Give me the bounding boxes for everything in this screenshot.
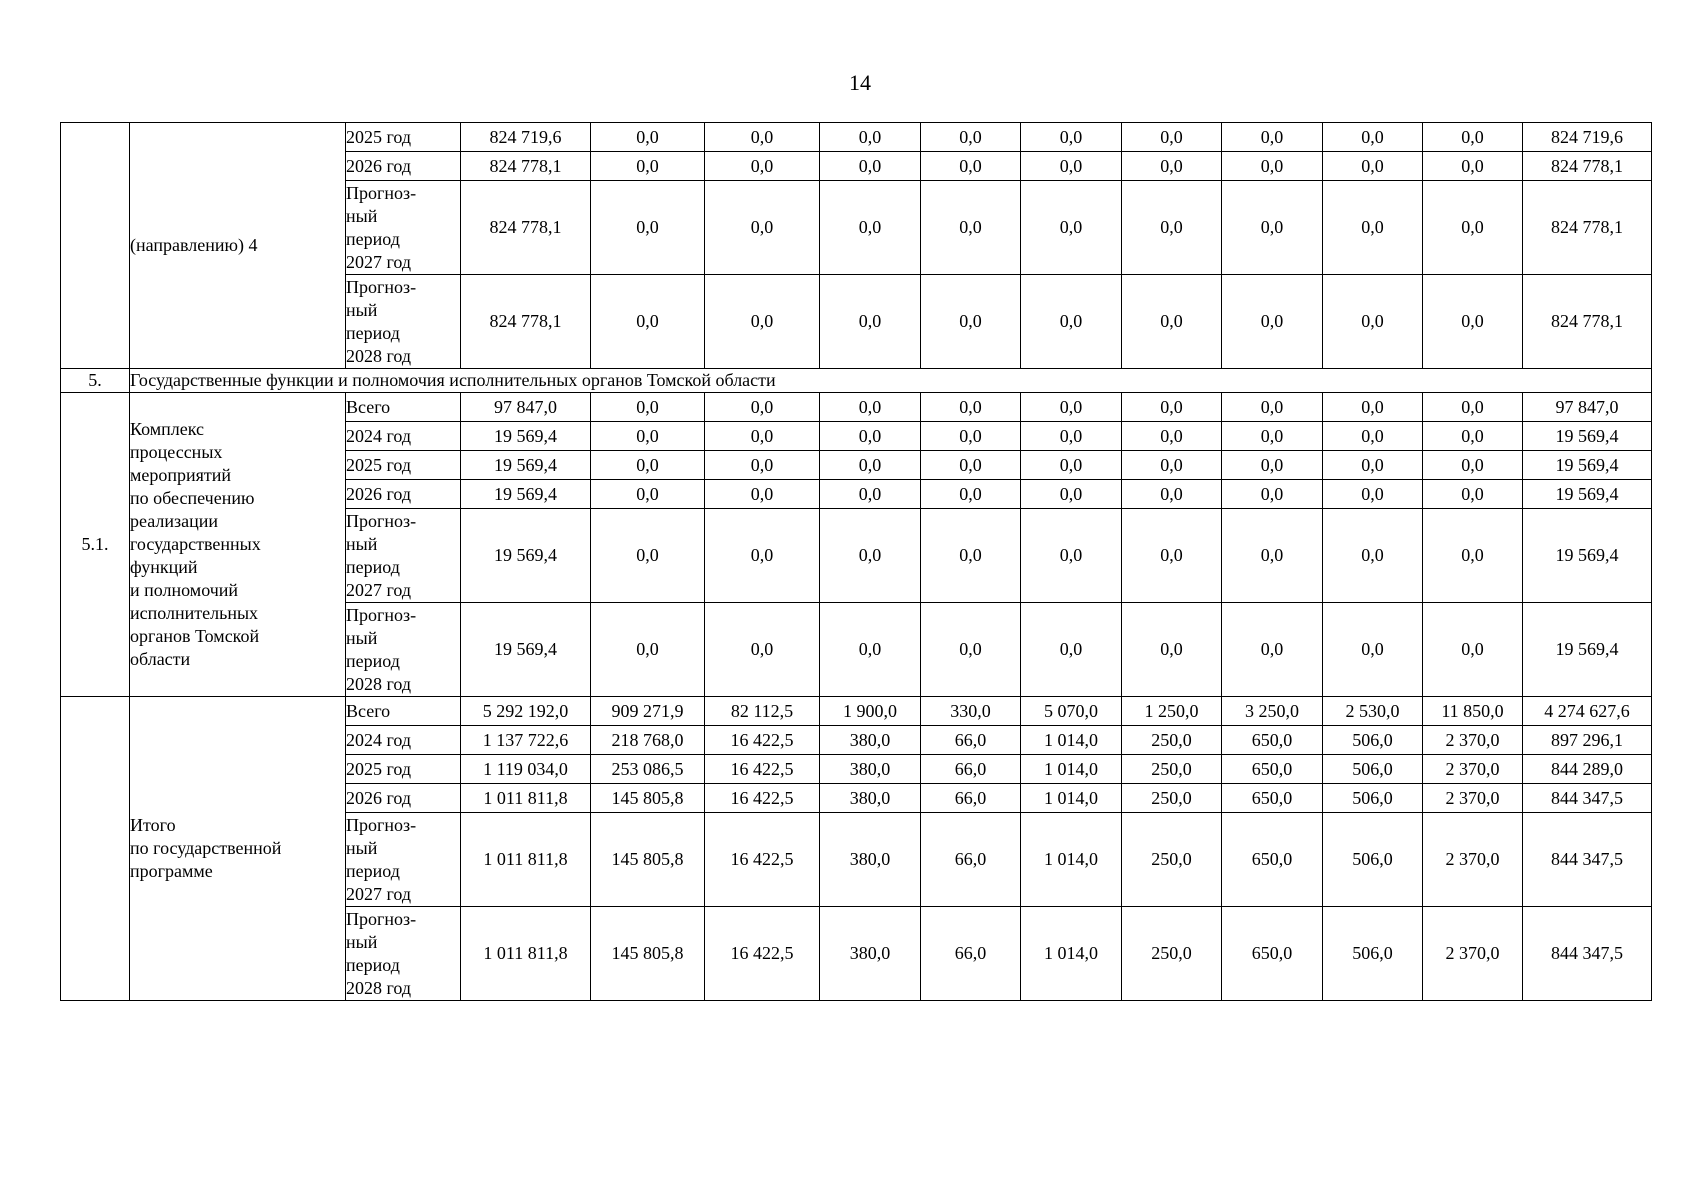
item-name-line: области xyxy=(130,649,191,669)
period-cell xyxy=(346,181,461,275)
value-cell: 82 112,5 xyxy=(705,697,820,726)
value-cell: 897 296,1 xyxy=(1523,726,1652,755)
value-cell: 145 805,8 xyxy=(591,907,705,1001)
value-cell: 0,0 xyxy=(1222,123,1323,152)
value-cell: 650,0 xyxy=(1222,813,1323,907)
value-cell: 19 569,4 xyxy=(1523,422,1652,451)
row-number-cell xyxy=(61,123,130,369)
value-cell: 253 086,5 xyxy=(591,755,705,784)
period-line: 2024 год xyxy=(346,729,412,750)
item-name-line: исполнительных xyxy=(130,603,259,623)
value-cell: 0,0 xyxy=(1122,422,1222,451)
period-line: ный xyxy=(346,837,378,858)
period-line: 2028 год xyxy=(346,977,412,998)
value-cell: 19 569,4 xyxy=(461,422,591,451)
period-line: период xyxy=(346,228,400,249)
value-cell: 0,0 xyxy=(705,123,820,152)
value-cell: 0,0 xyxy=(705,152,820,181)
value-cell: 0,0 xyxy=(1222,152,1323,181)
value-cell: 0,0 xyxy=(591,275,705,369)
value-cell: 0,0 xyxy=(591,422,705,451)
value-cell: 0,0 xyxy=(591,603,705,697)
value-cell: 0,0 xyxy=(591,480,705,509)
value-cell: 0,0 xyxy=(1323,152,1423,181)
value-cell: 0,0 xyxy=(1021,181,1122,275)
value-cell: 506,0 xyxy=(1323,755,1423,784)
value-cell: 824 778,1 xyxy=(1523,275,1652,369)
value-cell: 0,0 xyxy=(921,152,1021,181)
value-cell: 506,0 xyxy=(1323,784,1423,813)
block-5-1-row xyxy=(61,393,1652,422)
section-title-cell: Государственные функции и полномочия исполнительных органов Томской области xyxy=(130,369,1652,393)
value-cell: 0,0 xyxy=(1423,123,1523,152)
value-cell: 0,0 xyxy=(921,181,1021,275)
value-cell: 0,0 xyxy=(1423,480,1523,509)
item-name-line: органов Томской xyxy=(130,626,260,646)
page-number: 14 xyxy=(849,70,871,95)
period-line: Всего xyxy=(346,700,391,721)
value-cell: 1 014,0 xyxy=(1021,755,1122,784)
value-cell: 2 370,0 xyxy=(1423,784,1523,813)
period-line: период xyxy=(346,650,400,671)
total-row xyxy=(61,697,1652,726)
value-cell: 0,0 xyxy=(1122,123,1222,152)
value-cell: 844 347,5 xyxy=(1523,813,1652,907)
value-cell: 250,0 xyxy=(1122,755,1222,784)
item-name-line: программе xyxy=(130,861,213,881)
value-cell: 0,0 xyxy=(820,509,921,603)
value-cell: 0,0 xyxy=(1122,393,1222,422)
value-cell: 0,0 xyxy=(705,603,820,697)
value-cell: 0,0 xyxy=(820,393,921,422)
value-cell: 145 805,8 xyxy=(591,784,705,813)
value-cell: 0,0 xyxy=(820,123,921,152)
value-cell: 506,0 xyxy=(1323,813,1423,907)
value-cell: 0,0 xyxy=(1423,509,1523,603)
value-cell: 0,0 xyxy=(705,422,820,451)
value-cell: 824 719,6 xyxy=(461,123,591,152)
value-cell: 0,0 xyxy=(1122,451,1222,480)
value-cell: 0,0 xyxy=(820,603,921,697)
item-name-line: мероприятий xyxy=(130,465,232,485)
value-cell: 0,0 xyxy=(591,123,705,152)
value-cell: 0,0 xyxy=(1122,603,1222,697)
value-cell: 2 530,0 xyxy=(1323,697,1423,726)
value-cell: 650,0 xyxy=(1222,726,1323,755)
value-cell: 0,0 xyxy=(1423,422,1523,451)
value-cell: 2 370,0 xyxy=(1423,813,1523,907)
value-cell: 0,0 xyxy=(921,123,1021,152)
value-cell: 0,0 xyxy=(1222,393,1323,422)
value-cell: 0,0 xyxy=(1122,181,1222,275)
value-cell: 19 569,4 xyxy=(461,451,591,480)
value-cell: 250,0 xyxy=(1122,907,1222,1001)
value-cell: 0,0 xyxy=(591,152,705,181)
period-line: период xyxy=(346,322,400,343)
period-cell xyxy=(346,784,461,813)
value-cell: 0,0 xyxy=(1021,152,1122,181)
continuation-row xyxy=(61,123,1652,152)
period-cell xyxy=(346,509,461,603)
value-cell: 0,0 xyxy=(1423,451,1523,480)
value-cell: 0,0 xyxy=(1021,451,1122,480)
period-line: Прогноз- xyxy=(346,604,417,625)
item-name-cell xyxy=(130,393,346,697)
value-cell: 66,0 xyxy=(921,784,1021,813)
value-cell: 0,0 xyxy=(1423,275,1523,369)
value-cell: 506,0 xyxy=(1323,726,1423,755)
value-cell: 1 014,0 xyxy=(1021,726,1122,755)
period-line: Прогноз- xyxy=(346,510,417,531)
value-cell: 0,0 xyxy=(820,275,921,369)
value-cell: 145 805,8 xyxy=(591,813,705,907)
value-cell: 0,0 xyxy=(705,451,820,480)
value-cell: 0,0 xyxy=(1222,422,1323,451)
value-cell: 0,0 xyxy=(705,393,820,422)
value-cell: 0,0 xyxy=(921,603,1021,697)
value-cell: 0,0 xyxy=(1021,275,1122,369)
value-cell: 0,0 xyxy=(820,181,921,275)
value-cell: 380,0 xyxy=(820,813,921,907)
period-cell xyxy=(346,393,461,422)
period-cell xyxy=(346,755,461,784)
period-line: Прогноз- xyxy=(346,182,417,203)
value-cell: 19 569,4 xyxy=(1523,451,1652,480)
item-name-line: реализации xyxy=(130,511,218,531)
value-cell: 0,0 xyxy=(1323,393,1423,422)
value-cell: 0,0 xyxy=(591,509,705,603)
period-line: 2025 год xyxy=(346,454,412,475)
item-name-cell xyxy=(130,123,346,369)
value-cell: 1 014,0 xyxy=(1021,907,1122,1001)
period-line: 2027 год xyxy=(346,579,412,600)
value-cell: 19 569,4 xyxy=(1523,480,1652,509)
value-cell: 66,0 xyxy=(921,907,1021,1001)
period-cell xyxy=(346,813,461,907)
value-cell: 0,0 xyxy=(1021,123,1122,152)
item-name-line: функций xyxy=(130,557,198,577)
value-cell: 0,0 xyxy=(591,451,705,480)
period-line: ный xyxy=(346,205,378,226)
value-cell: 0,0 xyxy=(921,451,1021,480)
row-number-cell xyxy=(61,697,130,1001)
value-cell: 0,0 xyxy=(1021,480,1122,509)
value-cell: 5 292 192,0 xyxy=(461,697,591,726)
period-cell xyxy=(346,480,461,509)
period-line: 2024 год xyxy=(346,425,412,446)
value-cell: 5 070,0 xyxy=(1021,697,1122,726)
value-cell: 0,0 xyxy=(1323,603,1423,697)
period-cell xyxy=(346,152,461,181)
period-cell xyxy=(346,726,461,755)
section-number-cell: 5. xyxy=(61,369,130,393)
item-name-line: государственных xyxy=(130,534,261,554)
value-cell: 11 850,0 xyxy=(1423,697,1523,726)
value-cell: 0,0 xyxy=(1323,275,1423,369)
value-cell: 0,0 xyxy=(820,480,921,509)
value-cell: 19 569,4 xyxy=(461,509,591,603)
row-number-cell: 5.1. xyxy=(61,393,130,697)
value-cell: 380,0 xyxy=(820,755,921,784)
period-line: 2028 год xyxy=(346,345,412,366)
value-cell: 824 778,1 xyxy=(461,152,591,181)
value-cell: 0,0 xyxy=(705,275,820,369)
value-cell: 3 250,0 xyxy=(1222,697,1323,726)
value-cell: 0,0 xyxy=(705,181,820,275)
value-cell: 0,0 xyxy=(1222,603,1323,697)
period-line: Прогноз- xyxy=(346,814,417,835)
value-cell: 0,0 xyxy=(1323,509,1423,603)
period-line: 2025 год xyxy=(346,758,412,779)
period-cell xyxy=(346,275,461,369)
value-cell: 506,0 xyxy=(1323,907,1423,1001)
value-cell: 0,0 xyxy=(921,275,1021,369)
period-cell xyxy=(346,907,461,1001)
value-cell: 380,0 xyxy=(820,726,921,755)
period-cell xyxy=(346,422,461,451)
value-cell: 0,0 xyxy=(1323,422,1423,451)
value-cell: 0,0 xyxy=(921,393,1021,422)
value-cell: 2 370,0 xyxy=(1423,726,1523,755)
value-cell: 16 422,5 xyxy=(705,755,820,784)
value-cell: 0,0 xyxy=(1021,422,1122,451)
value-cell: 0,0 xyxy=(820,152,921,181)
value-cell: 380,0 xyxy=(820,784,921,813)
value-cell: 0,0 xyxy=(1323,123,1423,152)
value-cell: 0,0 xyxy=(1122,480,1222,509)
value-cell: 1 011 811,8 xyxy=(461,907,591,1001)
value-cell: 4 274 627,6 xyxy=(1523,697,1652,726)
period-line: 2027 год xyxy=(346,883,412,904)
value-cell: 0,0 xyxy=(820,451,921,480)
value-cell: 250,0 xyxy=(1122,784,1222,813)
value-cell: 0,0 xyxy=(1423,603,1523,697)
value-cell: 16 422,5 xyxy=(705,784,820,813)
period-line: ный xyxy=(346,931,378,952)
value-cell: 0,0 xyxy=(1323,181,1423,275)
value-cell: 0,0 xyxy=(1122,275,1222,369)
value-cell: 844 347,5 xyxy=(1523,907,1652,1001)
period-line: Всего xyxy=(346,396,391,417)
value-cell: 1 011 811,8 xyxy=(461,784,591,813)
value-cell: 0,0 xyxy=(1021,603,1122,697)
item-name-line: и полномочий xyxy=(130,580,239,600)
value-cell: 1 900,0 xyxy=(820,697,921,726)
value-cell: 97 847,0 xyxy=(461,393,591,422)
value-cell: 19 569,4 xyxy=(461,480,591,509)
value-cell: 1 014,0 xyxy=(1021,784,1122,813)
period-line: ный xyxy=(346,627,378,648)
period-line: 2025 год xyxy=(346,126,412,147)
value-cell: 0,0 xyxy=(705,509,820,603)
value-cell: 0,0 xyxy=(1222,275,1323,369)
value-cell: 19 569,4 xyxy=(1523,509,1652,603)
value-cell: 0,0 xyxy=(921,480,1021,509)
value-cell: 2 370,0 xyxy=(1423,755,1523,784)
value-cell: 0,0 xyxy=(1423,393,1523,422)
value-cell: 0,0 xyxy=(1423,181,1523,275)
period-line: ный xyxy=(346,533,378,554)
item-name-line: по государственной xyxy=(130,838,282,858)
value-cell: 16 422,5 xyxy=(705,907,820,1001)
item-name-line: (направлению) 4 xyxy=(130,235,258,255)
value-cell: 844 347,5 xyxy=(1523,784,1652,813)
item-name-line: по обеспечению xyxy=(130,488,255,508)
period-line: Прогноз- xyxy=(346,908,417,929)
item-name-line: Комплекс xyxy=(130,419,205,439)
value-cell: 650,0 xyxy=(1222,755,1323,784)
value-cell: 0,0 xyxy=(1222,181,1323,275)
period-cell xyxy=(346,451,461,480)
value-cell: 824 778,1 xyxy=(461,181,591,275)
value-cell: 66,0 xyxy=(921,726,1021,755)
period-line: период xyxy=(346,860,400,881)
period-line: 2026 год xyxy=(346,787,412,808)
value-cell: 1 014,0 xyxy=(1021,813,1122,907)
section-5-row xyxy=(61,369,1652,393)
value-cell: 66,0 xyxy=(921,813,1021,907)
value-cell: 97 847,0 xyxy=(1523,393,1652,422)
value-cell: 0,0 xyxy=(1423,152,1523,181)
budget-table xyxy=(60,122,1652,1001)
value-cell: 0,0 xyxy=(1122,152,1222,181)
value-cell: 0,0 xyxy=(591,393,705,422)
period-cell xyxy=(346,697,461,726)
value-cell: 0,0 xyxy=(820,422,921,451)
value-cell: 1 137 722,6 xyxy=(461,726,591,755)
value-cell: 1 119 034,0 xyxy=(461,755,591,784)
value-cell: 0,0 xyxy=(1222,451,1323,480)
period-line: 2026 год xyxy=(346,483,412,504)
item-name-line: процессных xyxy=(130,442,223,462)
value-cell: 824 778,1 xyxy=(461,275,591,369)
value-cell: 19 569,4 xyxy=(461,603,591,697)
value-cell: 380,0 xyxy=(820,907,921,1001)
value-cell: 0,0 xyxy=(921,422,1021,451)
period-line: 2027 год xyxy=(346,251,412,272)
period-line: период xyxy=(346,556,400,577)
value-cell: 824 719,6 xyxy=(1523,123,1652,152)
value-cell: 650,0 xyxy=(1222,907,1323,1001)
value-cell: 16 422,5 xyxy=(705,813,820,907)
value-cell: 19 569,4 xyxy=(1523,603,1652,697)
value-cell: 824 778,1 xyxy=(1523,181,1652,275)
item-name-line: Итого xyxy=(130,815,176,835)
value-cell: 650,0 xyxy=(1222,784,1323,813)
value-cell: 844 289,0 xyxy=(1523,755,1652,784)
value-cell: 1 250,0 xyxy=(1122,697,1222,726)
value-cell: 0,0 xyxy=(1122,509,1222,603)
value-cell: 0,0 xyxy=(921,509,1021,603)
value-cell: 250,0 xyxy=(1122,813,1222,907)
value-cell: 0,0 xyxy=(1222,509,1323,603)
period-line: период xyxy=(346,954,400,975)
period-line: 2026 год xyxy=(346,155,412,176)
value-cell: 0,0 xyxy=(1323,480,1423,509)
value-cell: 16 422,5 xyxy=(705,726,820,755)
period-line: ный xyxy=(346,299,378,320)
period-cell xyxy=(346,123,461,152)
value-cell: 330,0 xyxy=(921,697,1021,726)
value-cell: 0,0 xyxy=(591,181,705,275)
value-cell: 0,0 xyxy=(1021,393,1122,422)
value-cell: 909 271,9 xyxy=(591,697,705,726)
value-cell: 0,0 xyxy=(1021,509,1122,603)
item-name-cell xyxy=(130,697,346,1001)
value-cell: 66,0 xyxy=(921,755,1021,784)
value-cell: 250,0 xyxy=(1122,726,1222,755)
period-cell xyxy=(346,603,461,697)
value-cell: 0,0 xyxy=(1222,480,1323,509)
value-cell: 824 778,1 xyxy=(1523,152,1652,181)
period-line: 2028 год xyxy=(346,673,412,694)
value-cell: 218 768,0 xyxy=(591,726,705,755)
period-line: Прогноз- xyxy=(346,276,417,297)
value-cell: 1 011 811,8 xyxy=(461,813,591,907)
value-cell: 0,0 xyxy=(705,480,820,509)
value-cell: 0,0 xyxy=(1323,451,1423,480)
value-cell: 2 370,0 xyxy=(1423,907,1523,1001)
